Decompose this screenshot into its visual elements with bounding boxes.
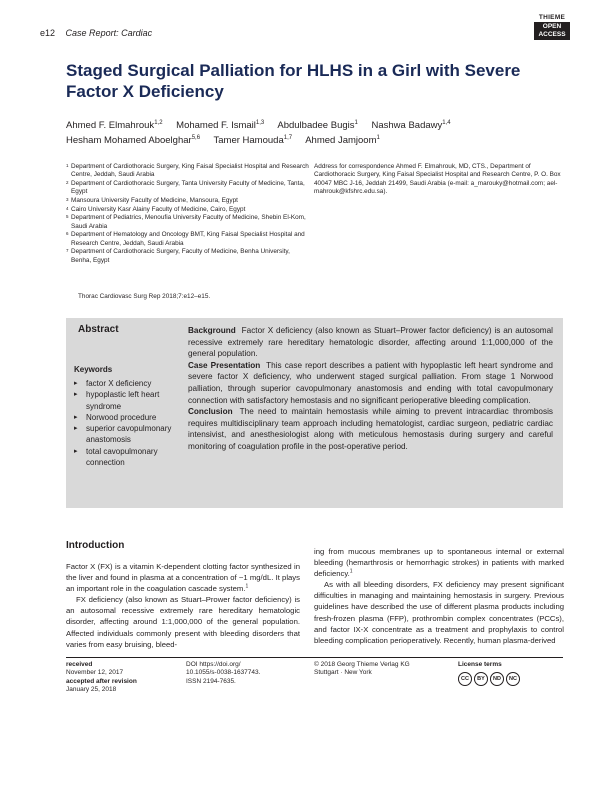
keyword-item: ▸ factor X deficiency — [74, 378, 174, 389]
license-block — [458, 661, 558, 686]
keyword-item: ▸ total cavopulmonary connection — [74, 446, 174, 469]
issn: ISSN 2194-7635. — [186, 677, 236, 685]
abstract-heading: Abstract — [78, 324, 119, 335]
author-list — [66, 118, 546, 148]
paragraph: Factor X (FX) is a vitamin K-dependent clotting factor synthesized in the liver and found in plasma at a concentration of ~1 mg/dL. It plays an important role in the coagulation cascade system.$^1$ — [66, 562, 300, 594]
doi-value[interactable]: 10.1055/s-0038-1637743. — [186, 669, 261, 677]
doi-block — [186, 661, 306, 686]
running-header — [40, 28, 152, 38]
affiliation: 4 Cairo University Kasr Alainy Faculty of Medicine, Cairo, Egypt — [66, 205, 246, 213]
body-column-left — [66, 561, 300, 650]
affiliation: 5 Department of Pediatrics, Menoufia University Faculty of Medicine, Shebin El-Kom, Saudi Arabia — [66, 214, 306, 230]
license-nc-icon[interactable]: NC — [506, 672, 520, 686]
keyword-list — [74, 378, 174, 468]
introduction-heading: Introduction — [66, 540, 125, 551]
copyright-block — [314, 661, 444, 678]
author-name: Ahmed Jamjoom$^1$ — [305, 134, 380, 146]
license-by-icon[interactable]: BY — [474, 672, 488, 686]
page-number: e12 — [40, 28, 56, 38]
footer-divider — [66, 657, 563, 658]
keyword-item: ▸ superior cavopulmonary anastomosis — [74, 423, 174, 446]
affiliation: 3 Mansoura University Faculty of Medicine, Mansoura, Egypt — [66, 196, 238, 204]
abstract-section: Background Factor X deficiency (also known as Stuart–Prower factor deficiency) is an autosomal recessive extremely rare hereditary hematologic disorder, affecting around 1:1,000,000 of the general population. — [188, 326, 553, 359]
author-name: Hesham Mohamed Aboelghar$^{5,6}$ — [66, 134, 201, 146]
affiliation: 6 Department of Hematology and Oncology BMT, King Faisal Specialist Hospital and Research Centre, Jeddah, Saudi Arabia — [66, 231, 305, 247]
license-icons[interactable] — [458, 672, 558, 686]
accepted-label: accepted after revision — [66, 677, 137, 685]
logo-top-text: THIEME — [538, 14, 566, 21]
received-label: received — [66, 661, 93, 668]
abstract-panel — [66, 318, 563, 508]
paragraph: ing from mucous membranes up to spontaneous internal or external bleeding (hemarthrosis or hemorrhagic strokes) in patients with marked deficiency.$^1$ — [314, 547, 564, 579]
paragraph: As with all bleeding disorders, FX deficiency may present significant difficulties in managing and maintaining hemostasis in surgery. Previous guidelines have described the use of different plasma products including fresh-frozen plasma (FFP), prothrombin complex concentrates (PCCs), and factor IX-X concentrate as a treatment and prophylaxis to control bleeding complication perioperatively. Recently, human plasma-derived — [314, 580, 564, 645]
keyword-item: ▸ Norwood procedure — [74, 412, 174, 423]
affiliation: 7 Department of Cardiothoracic Surgery, Faculty of Medicine, Benha University, Benha, Egypt — [66, 248, 290, 264]
journal-citation: Thorac Cardiovasc Surg Rep 2018;7:e12–e15. — [78, 293, 211, 300]
paragraph: FX deficiency (also known as Stuart–Prower factor deficiency) is an autosomal recessive extremely rare hereditary hematologic disorder, affecting around 1:1,000,000 of the general population. Affected individuals commonly present with bleeding disorders that varies from easy bruising, bleed- — [66, 595, 300, 649]
abstract-body — [188, 325, 553, 453]
publisher-location: Stuttgart · New York — [314, 669, 372, 677]
author-name: Tamer Hamouda$^{1,7}$ — [213, 134, 293, 146]
author-name: Mohamed F. Ismail$^{1,3}$ — [176, 119, 265, 131]
affiliation-list — [66, 163, 311, 265]
article-title: Staged Surgical Palliation for HLHS in a Girl with Severe Factor X Deficiency — [66, 61, 521, 101]
doi-link[interactable]: DOI https://doi.org/ — [186, 661, 241, 668]
received-date: November 12, 2017 — [66, 669, 124, 677]
publisher-logo — [534, 14, 570, 46]
article-history — [66, 661, 176, 694]
keyword-item: ▸ hypoplastic left heart syndrome — [74, 389, 174, 412]
copyright: © 2018 Georg Thieme Verlag KG — [314, 661, 410, 668]
author-name: Nashwa Badawy$^{1,4}$ — [371, 119, 451, 131]
correspondence-address: Address for correspondence Ahmed F. Elmahrouk, MD, CTS., Department of Cardiothoracic Surgery, King Faisal Specialist Hospital and Research Centre, P. O. Box 40047 MBC J-16, Jeddah 21499, Saudi Arabia (e-mail: a_marouky@hotmail.com; ael-mahrouk@kfshrc.edu.sa). — [314, 163, 561, 195]
license-label: License terms — [458, 661, 502, 668]
license-cc-icon[interactable]: CC — [458, 672, 472, 686]
accepted-date: January 25, 2018 — [66, 685, 117, 693]
author-name: Abdulbadee Bugis$^1$ — [277, 119, 358, 131]
abstract-section: Conclusion The need to maintain hemostasis while aiming to prevent intracardiac thrombosis requires multidisciplinary team approach including hematologist, cardiac surgeon, pediatric cardiac intensivist, and anesthesiologist along with meticulous hemostasis during surgery and careful monitoring of coagulation profile in the post-operative period. — [188, 407, 553, 451]
logo-bottom-text: OPEN ACCESS — [534, 22, 570, 40]
affiliation: 1 Department of Cardiothoracic Surgery, King Faisal Specialist Hospital and Research Centre, Jeddah, Saudi Arabia — [66, 163, 309, 179]
affiliation: 2 Department of Cardiothoracic Surgery, Tanta University Faculty of Medicine, Tanta, Egypt — [66, 179, 305, 196]
keywords-heading: Keywords — [74, 365, 113, 374]
abstract-section: Case Presentation This case report describes a patient with hypoplastic left heart syndrome and severe factor X deficiency, who underwent staged surgical palliation. From stage 1 Norwood palliation, through superior cavopulmonary anastomosis and ending with total cavopulmonary connection with satisfactory hemostasis and no significant perioperative bleeding complication. — [188, 360, 553, 405]
body-column-right — [314, 546, 564, 646]
license-nd-icon[interactable]: ND — [490, 672, 504, 686]
section-label: Case Report: Cardiac — [65, 28, 153, 38]
author-name: Ahmed F. Elmahrouk$^{1,2}$ — [66, 119, 163, 131]
